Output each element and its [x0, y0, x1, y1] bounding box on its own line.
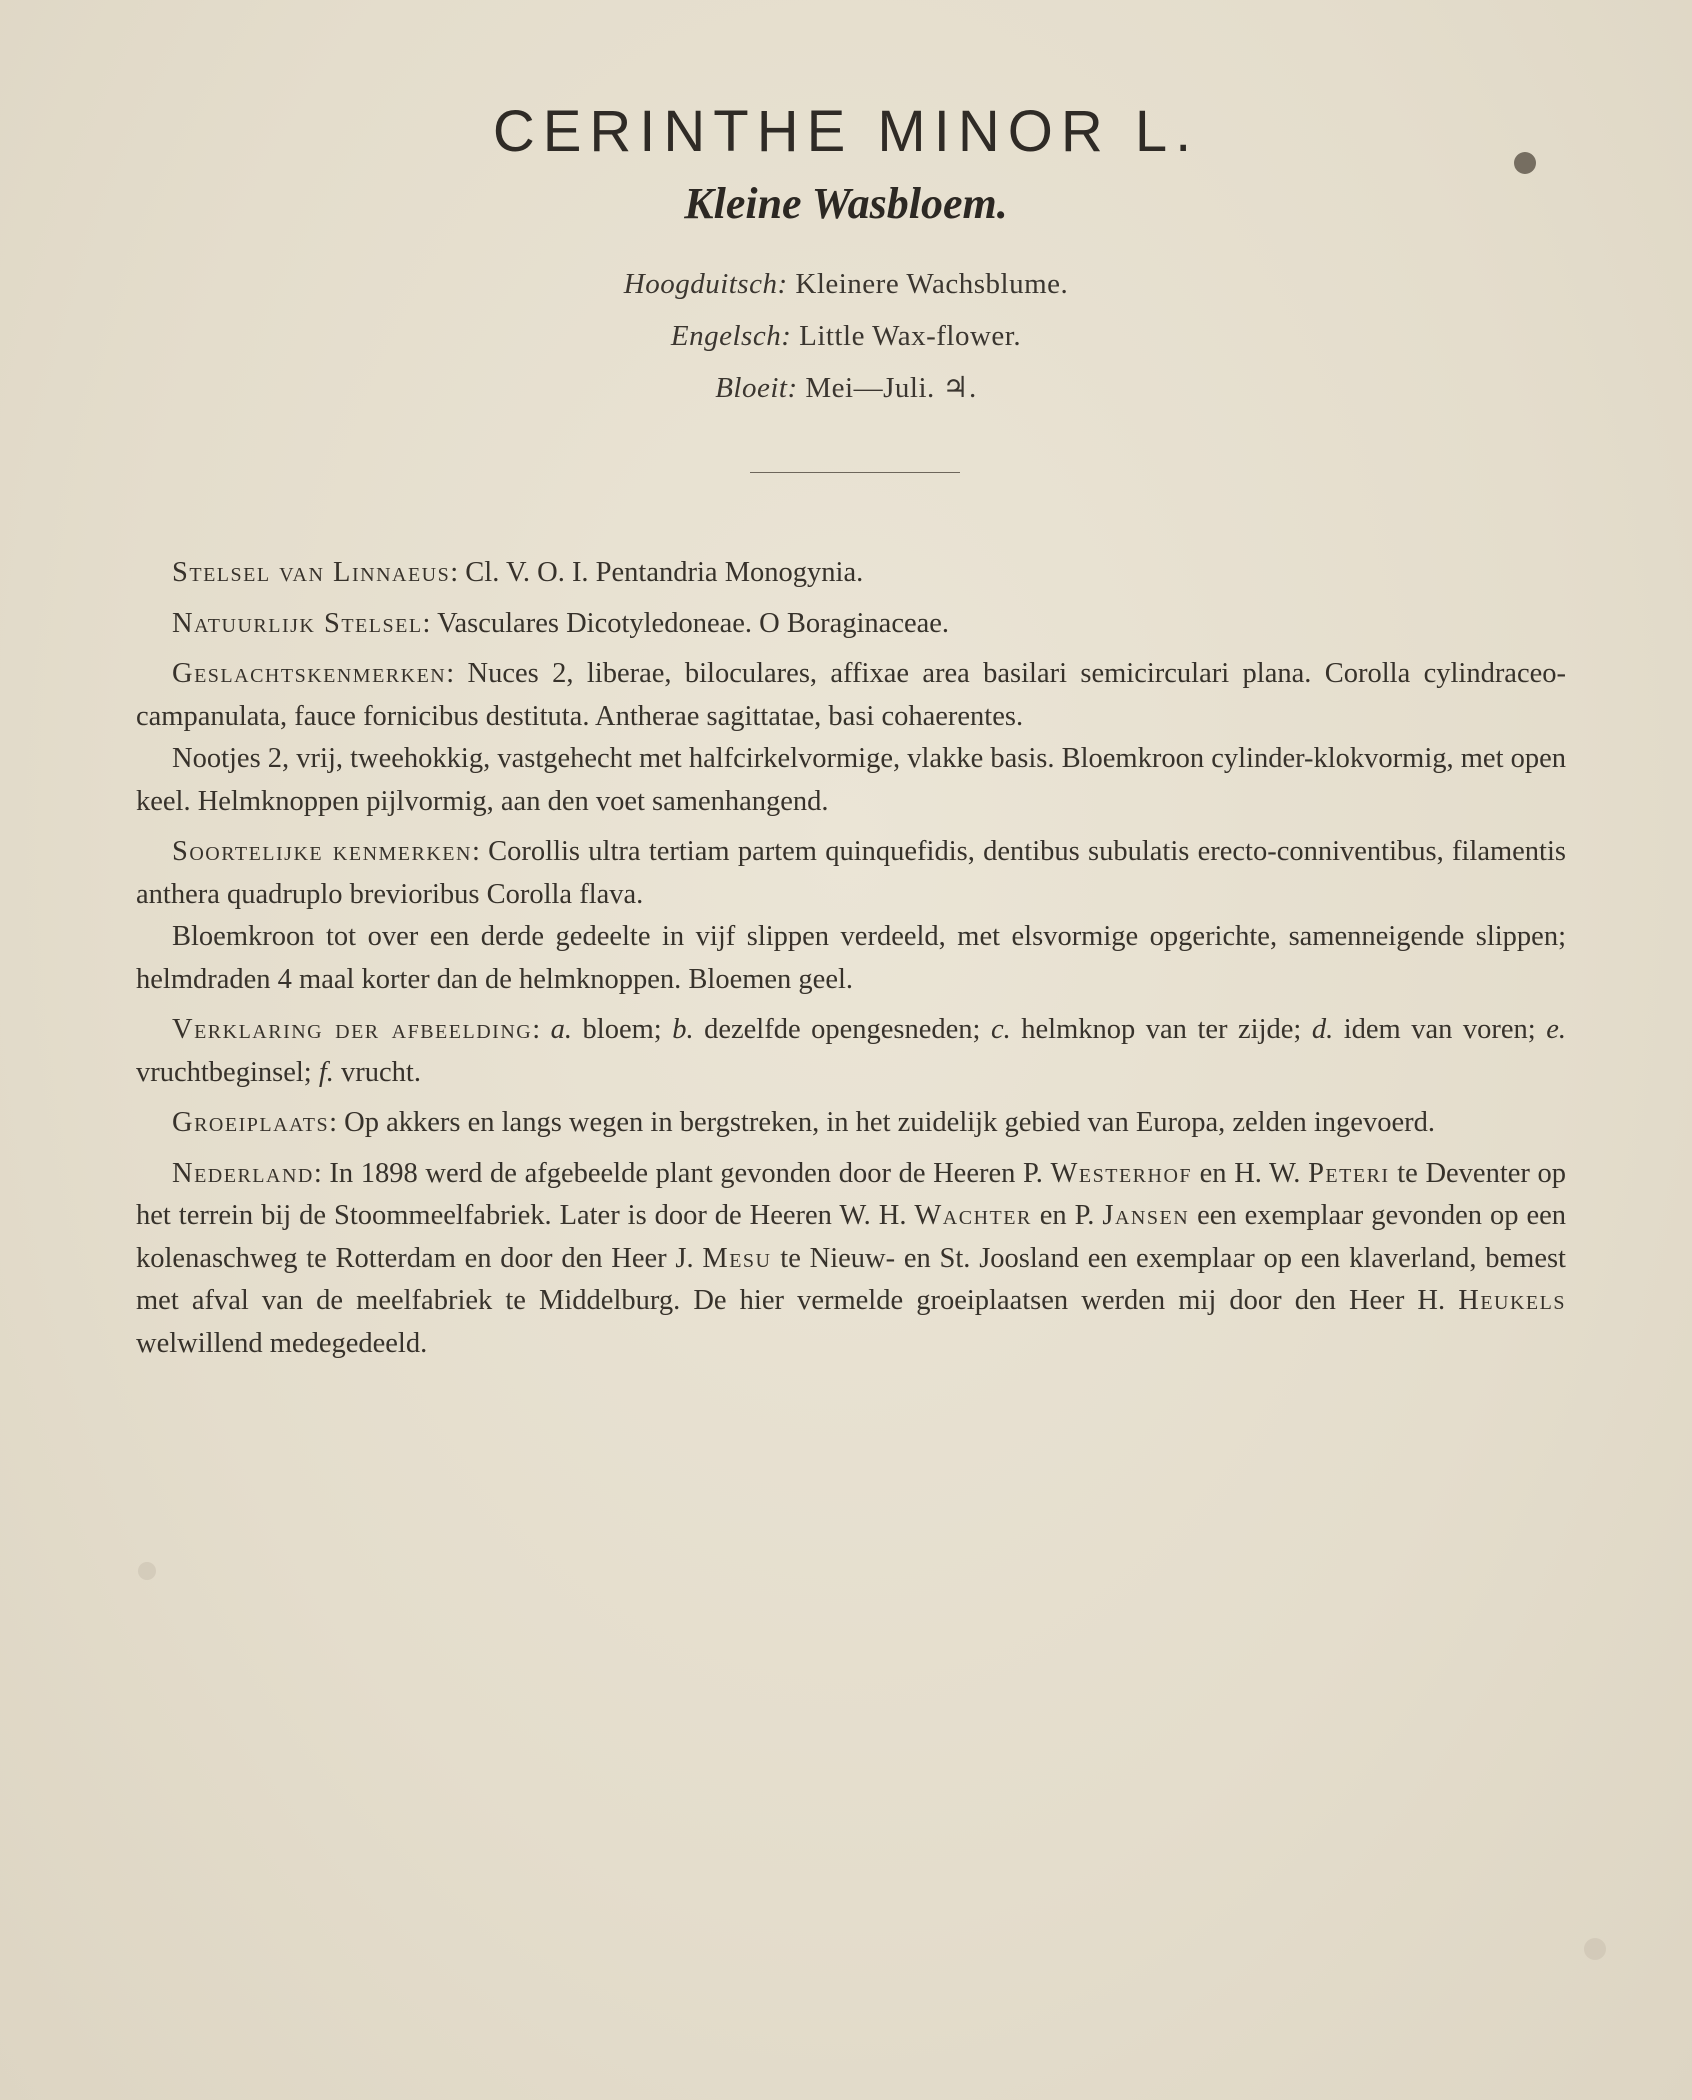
legend-letter: b. — [672, 1014, 694, 1045]
section-label: Natuurlijk Stelsel — [172, 607, 423, 639]
section-label: Verklaring der afbeelding — [172, 1014, 533, 1045]
section-text: : Corollis ultra tertiam partem quinquefidis, dentibus subulatis erecto-conniventibus, filamentis anthera quadruplo brevioribus Corolla flava. — [136, 836, 1566, 910]
section-text: en P. — [1031, 1200, 1103, 1231]
legend-text: vruchtbeginsel; — [136, 1056, 319, 1088]
name-line-flowering — [0, 362, 1692, 414]
section-label: Stelsel van Linnaeus — [172, 557, 451, 588]
section-label: Geslachtskenmerken — [172, 658, 447, 689]
legend-text: vrucht. — [333, 1056, 421, 1088]
section-text: te Deventer op het terrein bij de Stoommeelfabriek. Later is door de Heeren W. H. — [136, 1157, 1567, 1231]
divider — [750, 472, 960, 473]
name-line-german — [0, 258, 1692, 310]
page-subtitle: Kleine Wasbloem. — [684, 179, 1008, 228]
name-value: Little Wax-flower. — [799, 320, 1022, 352]
section-label: Soortelijke kenmerken — [172, 836, 472, 867]
legend-letter: f. — [318, 1056, 334, 1088]
legend-letter: c. — [990, 1014, 1011, 1045]
person-name: Heukels — [1458, 1285, 1566, 1316]
page-title: CERINTHE MINOR L. — [492, 99, 1200, 164]
paragraph-linnaeus — [136, 552, 1566, 595]
person-name: Westerhof — [1050, 1157, 1193, 1189]
person-name: Peteri — [1308, 1157, 1390, 1189]
name-label: Hoogduitsch: — [623, 268, 788, 300]
person-name: Jansen — [1102, 1200, 1190, 1231]
section-separator: : — [532, 1014, 551, 1045]
person-name: Wachter — [914, 1200, 1032, 1231]
legend-letter: d. — [1311, 1014, 1334, 1045]
section-text: : Nuces 2, liberae, biloculares, affixae area basilari semicirculari plana. Corolla cylindraceo-campanulata, fauce fornicibus destituta. Antherae sagittatae, basi cohaerentes. — [136, 658, 1566, 732]
legend-text: dezelfde opengesneden; — [693, 1014, 991, 1045]
section-text: : Cl. V. O. I. Pentandria Monogynia. — [450, 557, 864, 588]
paragraph-genus-dutch: Nootjes 2, vrij, tweehokkig, vastgehecht met halfcirkelvormige, vlakke basis. Bloemkroon cylinder-klokvormig, met open keel. Helmknoppen pijlvormig, aan den voet samenhangend. — [136, 743, 1567, 817]
legend-text: idem van voren; — [1333, 1014, 1547, 1045]
section-text: : Op akkers en langs wegen in bergstreken, in het zuidelijk gebied van Europa, zelden ingevoerd. — [329, 1107, 1435, 1138]
paper-spot — [138, 1562, 156, 1580]
section-text: welwillend medegedeeld. — [136, 1327, 428, 1359]
person-name: Mesu — [702, 1242, 772, 1274]
section-text: een exemplaar gevonden op een kolenaschweg te Rotterdam en door den Heer J. — [136, 1200, 1566, 1274]
name-line-english — [0, 310, 1692, 362]
paragraph-natural-system — [136, 603, 1566, 646]
paragraph-habitat — [136, 1102, 1566, 1145]
name-label: Bloeit: — [715, 372, 798, 404]
paragraph-figure-legend — [136, 1009, 1566, 1094]
name-value: Mei—Juli. ♃. — [805, 372, 977, 404]
paragraph-species-latin — [136, 831, 1566, 916]
name-label: Engelsch: — [670, 320, 792, 352]
description-body — [136, 552, 1566, 1373]
paper-spot — [1584, 1938, 1606, 1960]
legend-letter: a. — [550, 1014, 573, 1045]
legend-letter: e. — [1546, 1014, 1566, 1045]
section-label: Groeiplaats — [172, 1107, 330, 1138]
paragraph-netherlands — [136, 1153, 1566, 1366]
legend-text: helmknop van ter zijde; — [1010, 1014, 1312, 1045]
section-text: en H. W. — [1192, 1157, 1309, 1189]
section-label: Nederland — [172, 1157, 314, 1189]
common-names — [0, 258, 1692, 414]
paragraph-genus-latin — [136, 653, 1566, 738]
section-text: te Nieuw- en St. Joosland een exemplaar op een klaverland, bemest met afval van de meelfabriek te Middelburg. De hier vermelde groeiplaatsen werden mij door den Heer H. — [136, 1242, 1566, 1316]
section-text: : In 1898 werd de afgebeelde plant gevonden door de Heeren P. — [313, 1157, 1051, 1189]
legend-text: bloem; — [572, 1014, 673, 1045]
paragraph-species-dutch: Bloemkroon tot over een derde gedeelte in vijf slippen verdeeld, met elsvormige opgerichte, samenneigende slippen; helmdraden 4 maal korter dan de helmknoppen. Bloemen geel. — [136, 921, 1566, 995]
name-value: Kleinere Wachsblume. — [795, 268, 1069, 300]
section-text: : Vasculares Dicotyledoneae. O Boraginaceae. — [422, 607, 950, 639]
